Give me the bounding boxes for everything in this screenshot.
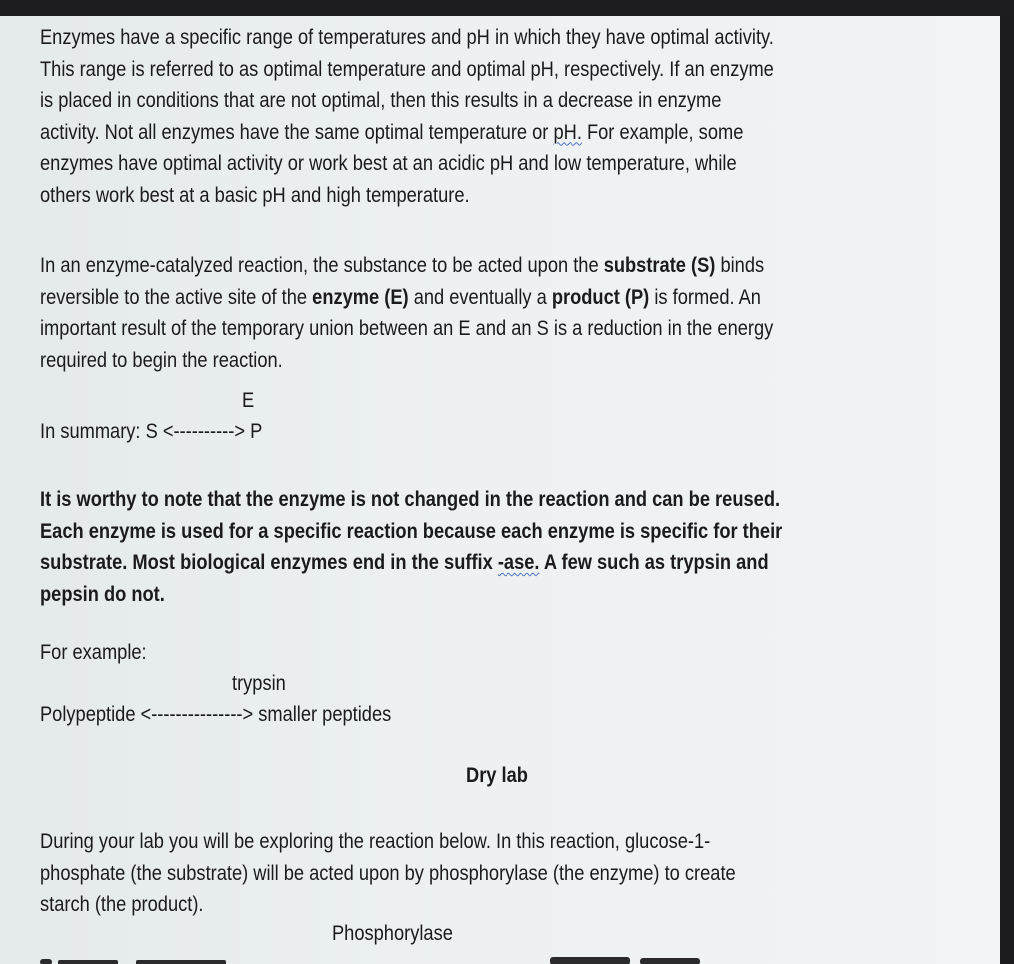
bold-term: enzyme (E) — [312, 285, 409, 309]
text-segment: activity. Not all enzymes have the same optimal temperature or — [40, 120, 554, 144]
bold-term: product (P) — [551, 285, 650, 309]
text-line: During your lab you will be exploring the reaction below. In this reaction, glucose-1- — [40, 830, 711, 853]
bold-term: substrate (S) — [603, 254, 716, 277]
text-segment: reversible to the active site of the — [40, 285, 313, 309]
text-line — [40, 250, 858, 282]
text-line: pepsin do not. — [40, 582, 165, 606]
text-line: enzymes have optimal activity or work best at an acidic pH and low temperature, while — [40, 152, 737, 175]
text-line: Enzymes have a specific range of temperatures and pH in which they have optimal activity. — [40, 26, 774, 49]
cutoff-text-glyphs — [40, 953, 740, 964]
paragraph-optimal-conditions — [40, 22, 858, 211]
summary-equation: In summary: S <----------> P — [40, 420, 263, 443]
top-edge-frame — [0, 0, 1014, 16]
example-intro: For example: — [40, 641, 147, 664]
text-line: starch (the product). — [40, 893, 204, 916]
text-line — [40, 547, 858, 579]
dry-lab-heading: Dry lab — [466, 764, 528, 787]
cutoff-text-fragment — [40, 952, 740, 964]
text-segment: is formed. An — [649, 285, 761, 309]
reaction-enzyme-label: Phosphorylase — [332, 922, 453, 945]
text-line — [40, 117, 858, 149]
text-line: phosphate (the substrate) will be acted upon by phosphorylase (the enzyme) to create — [40, 861, 736, 885]
paragraph-dry-lab — [40, 826, 858, 921]
spellcheck-word: pH. — [553, 120, 582, 144]
summary-enzyme-label: E — [242, 389, 255, 412]
text-line — [40, 282, 858, 314]
text-segment: substrate. Most biological enzymes end in the suffix — [40, 551, 498, 574]
text-line: others work best at a basic pH and high temperature. — [40, 183, 470, 207]
text-line: is placed in conditions that are not optimal, then this results in a decrease in enzyme — [40, 89, 722, 112]
paragraph-enzyme-reaction — [40, 250, 858, 376]
text-line: required to begin the reaction. — [40, 348, 283, 372]
text-segment: For example, some — [581, 120, 744, 144]
text-line: It is worthy to note that the enzyme is not changed in the reaction and can be reused. — [40, 488, 781, 511]
text-line: Each enzyme is used for a specific reaction because each enzyme is specific for their — [40, 519, 783, 543]
paragraph-enzyme-reuse — [40, 484, 858, 610]
text-line: This range is referred to as optimal temperature and optimal pH, respectively. If an enzyme — [40, 57, 774, 81]
text-segment: binds — [715, 254, 765, 277]
text-line: important result of the temporary union between an E and an S is a reduction in the energy — [40, 317, 774, 340]
text-segment: and eventually a — [408, 285, 552, 309]
text-segment: A few such as trypsin and — [539, 551, 769, 574]
example-equation: Polypeptide <---------------> smaller peptides — [40, 703, 392, 726]
text-segment: In an enzyme-catalyzed reaction, the substance to be acted upon the — [40, 254, 604, 277]
example-enzyme-label: trypsin — [232, 672, 286, 695]
spellcheck-word: -ase. — [497, 551, 540, 574]
